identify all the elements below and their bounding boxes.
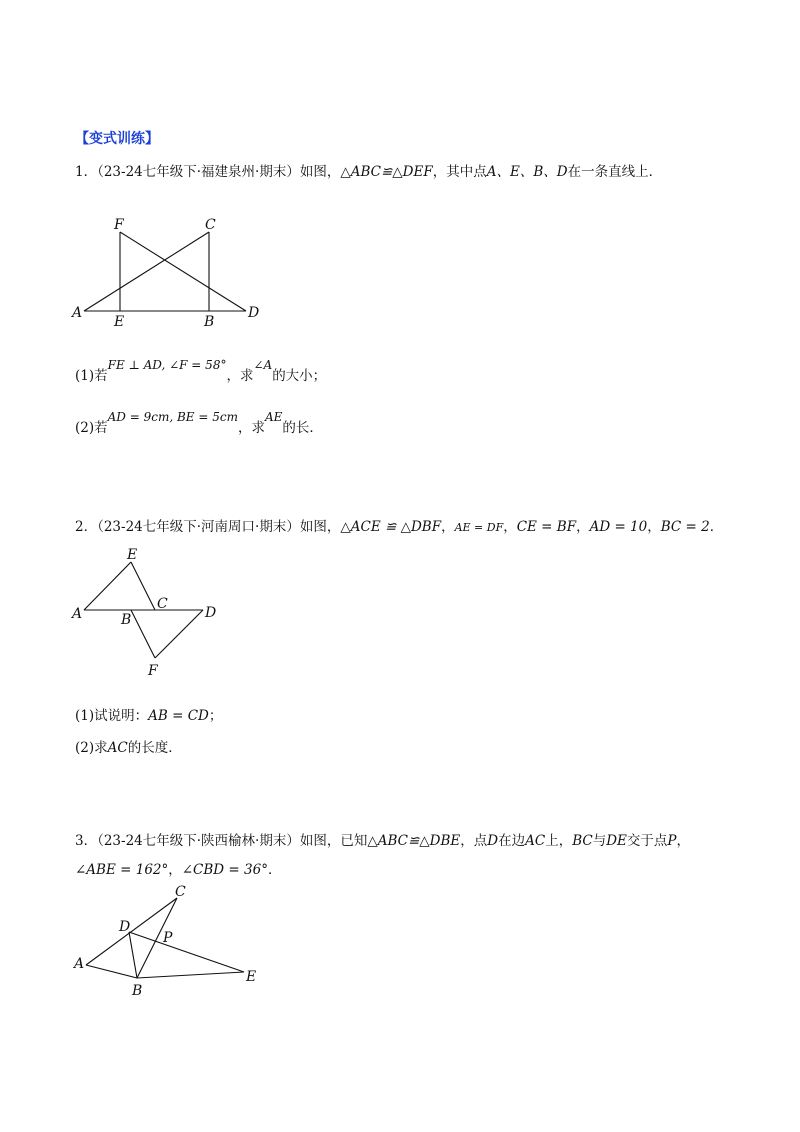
fig2-label-B: B	[121, 612, 132, 628]
fig3-label-B: B	[132, 983, 143, 999]
fig3-label-D: D	[119, 919, 131, 935]
q3-mid-5: 交于点	[626, 833, 668, 849]
fig2-label-F: F	[148, 663, 158, 679]
q3-mid-2: 在边	[498, 833, 526, 849]
fig2-label-A: A	[72, 606, 83, 622]
fig3-line-AB	[86, 965, 137, 978]
question-2-premise: △ACE ≌ △DBF	[340, 519, 442, 535]
question-3-premise: △ABC≌△DBE	[367, 833, 461, 849]
q1-p2-target: AE	[264, 410, 283, 424]
question-1-text-end: 在一条直线上．	[567, 164, 663, 180]
q3-angle-cbd: ∠CBD = 36°	[181, 862, 268, 878]
question-3-number: 3．	[75, 833, 98, 849]
section-title: 【变式训练】	[75, 131, 159, 147]
fig1-label-B: B	[204, 314, 215, 330]
fig3-label-E: E	[246, 969, 257, 985]
question-1-points: A、E、B、D	[486, 164, 568, 180]
q2-p2-prefix: (2)求	[75, 740, 108, 756]
fig3-label-A: A	[74, 956, 85, 972]
fig3-label-P: P	[163, 930, 173, 946]
q3-segment-bc: BC	[572, 833, 593, 849]
question-1-intro: 如图，	[299, 164, 341, 180]
q2-sep-1: ，	[441, 519, 455, 535]
q1-p2-condition: AD = 9cm, BE = 5cm	[107, 410, 238, 424]
fig1-label-D: D	[248, 305, 260, 321]
question-3-intro: 如图，已知	[299, 833, 368, 849]
q3-mid-1: ，点	[460, 833, 488, 849]
question-2-intro: 如图，	[299, 519, 341, 535]
q1-p2-prefix: (2)若	[75, 420, 108, 436]
q2-cond-bc: BC = 2	[660, 519, 710, 535]
question-1-source: （23-24七年级下·福建泉州·期末）	[97, 164, 300, 180]
q2-p1-math: AB = CD	[148, 708, 209, 724]
q3-end: ．	[267, 862, 282, 878]
fig3-line-BE	[137, 972, 244, 978]
q3-side-ac: AC	[525, 833, 546, 849]
q2-sep-3: ，	[576, 519, 590, 535]
q3-point-p: P	[667, 833, 677, 849]
question-3-source: （23-24七年级下·陕西榆林·期末）	[97, 833, 300, 849]
question-1-number: 1．	[75, 164, 98, 180]
q1-p1-target: ∠A	[253, 358, 273, 372]
fig1-label-C: C	[205, 217, 216, 233]
q2-p1-suffix: ；	[208, 708, 223, 724]
q2-cond-ae-df: AE = DF	[454, 521, 504, 534]
q3-point-d: D	[487, 833, 499, 849]
fig2-label-C: C	[157, 596, 168, 612]
q1-p1-prefix: (1)若	[75, 368, 108, 384]
q2-p2-math: AC	[107, 740, 128, 756]
q1-p2-suffix: 的长．	[282, 420, 323, 436]
q2-end: ．	[709, 519, 724, 535]
q2-p2-suffix: 的长度．	[127, 740, 182, 756]
q2-cond-ad: AD = 10	[589, 519, 648, 535]
q2-sep-2: ，	[503, 519, 517, 535]
fig2-label-D: D	[205, 605, 217, 621]
q1-p1-mid: ，求	[226, 368, 254, 384]
fig1-label-E: E	[114, 314, 125, 330]
question-2-number: 2．	[75, 519, 98, 535]
fig2-label-E: E	[127, 547, 138, 563]
q3-sep: ，	[168, 862, 182, 878]
q2-p1-prefix: (1)试说明：	[75, 708, 149, 724]
fig3-label-C: C	[175, 884, 186, 900]
q2-sep-4: ，	[647, 519, 661, 535]
q3-mid-6: ，	[676, 833, 691, 849]
q3-mid-4: 与	[592, 833, 607, 849]
q3-mid-3: 上，	[545, 833, 573, 849]
fig3-line-DE	[129, 932, 244, 972]
fig1-label-F: F	[114, 217, 124, 233]
q1-p2-mid: ，求	[237, 420, 265, 436]
q3-angle-abe: ∠ABE = 162°	[75, 862, 169, 878]
fig1-label-A: A	[72, 305, 83, 321]
q3-segment-de: DE	[606, 833, 627, 849]
fig3-line-DB	[129, 932, 137, 978]
q1-p1-condition: FE ⊥ AD, ∠F = 58°	[107, 358, 227, 372]
q2-cond-ce-bf: CE = BF	[516, 519, 577, 535]
q1-p1-suffix: 的大小；	[272, 368, 327, 384]
question-1-text: ，其中点	[432, 164, 487, 180]
question-1-premise: △ABC≌△DEF	[340, 164, 433, 180]
question-2-source: （23-24七年级下·河南周口·期末）	[97, 519, 300, 535]
